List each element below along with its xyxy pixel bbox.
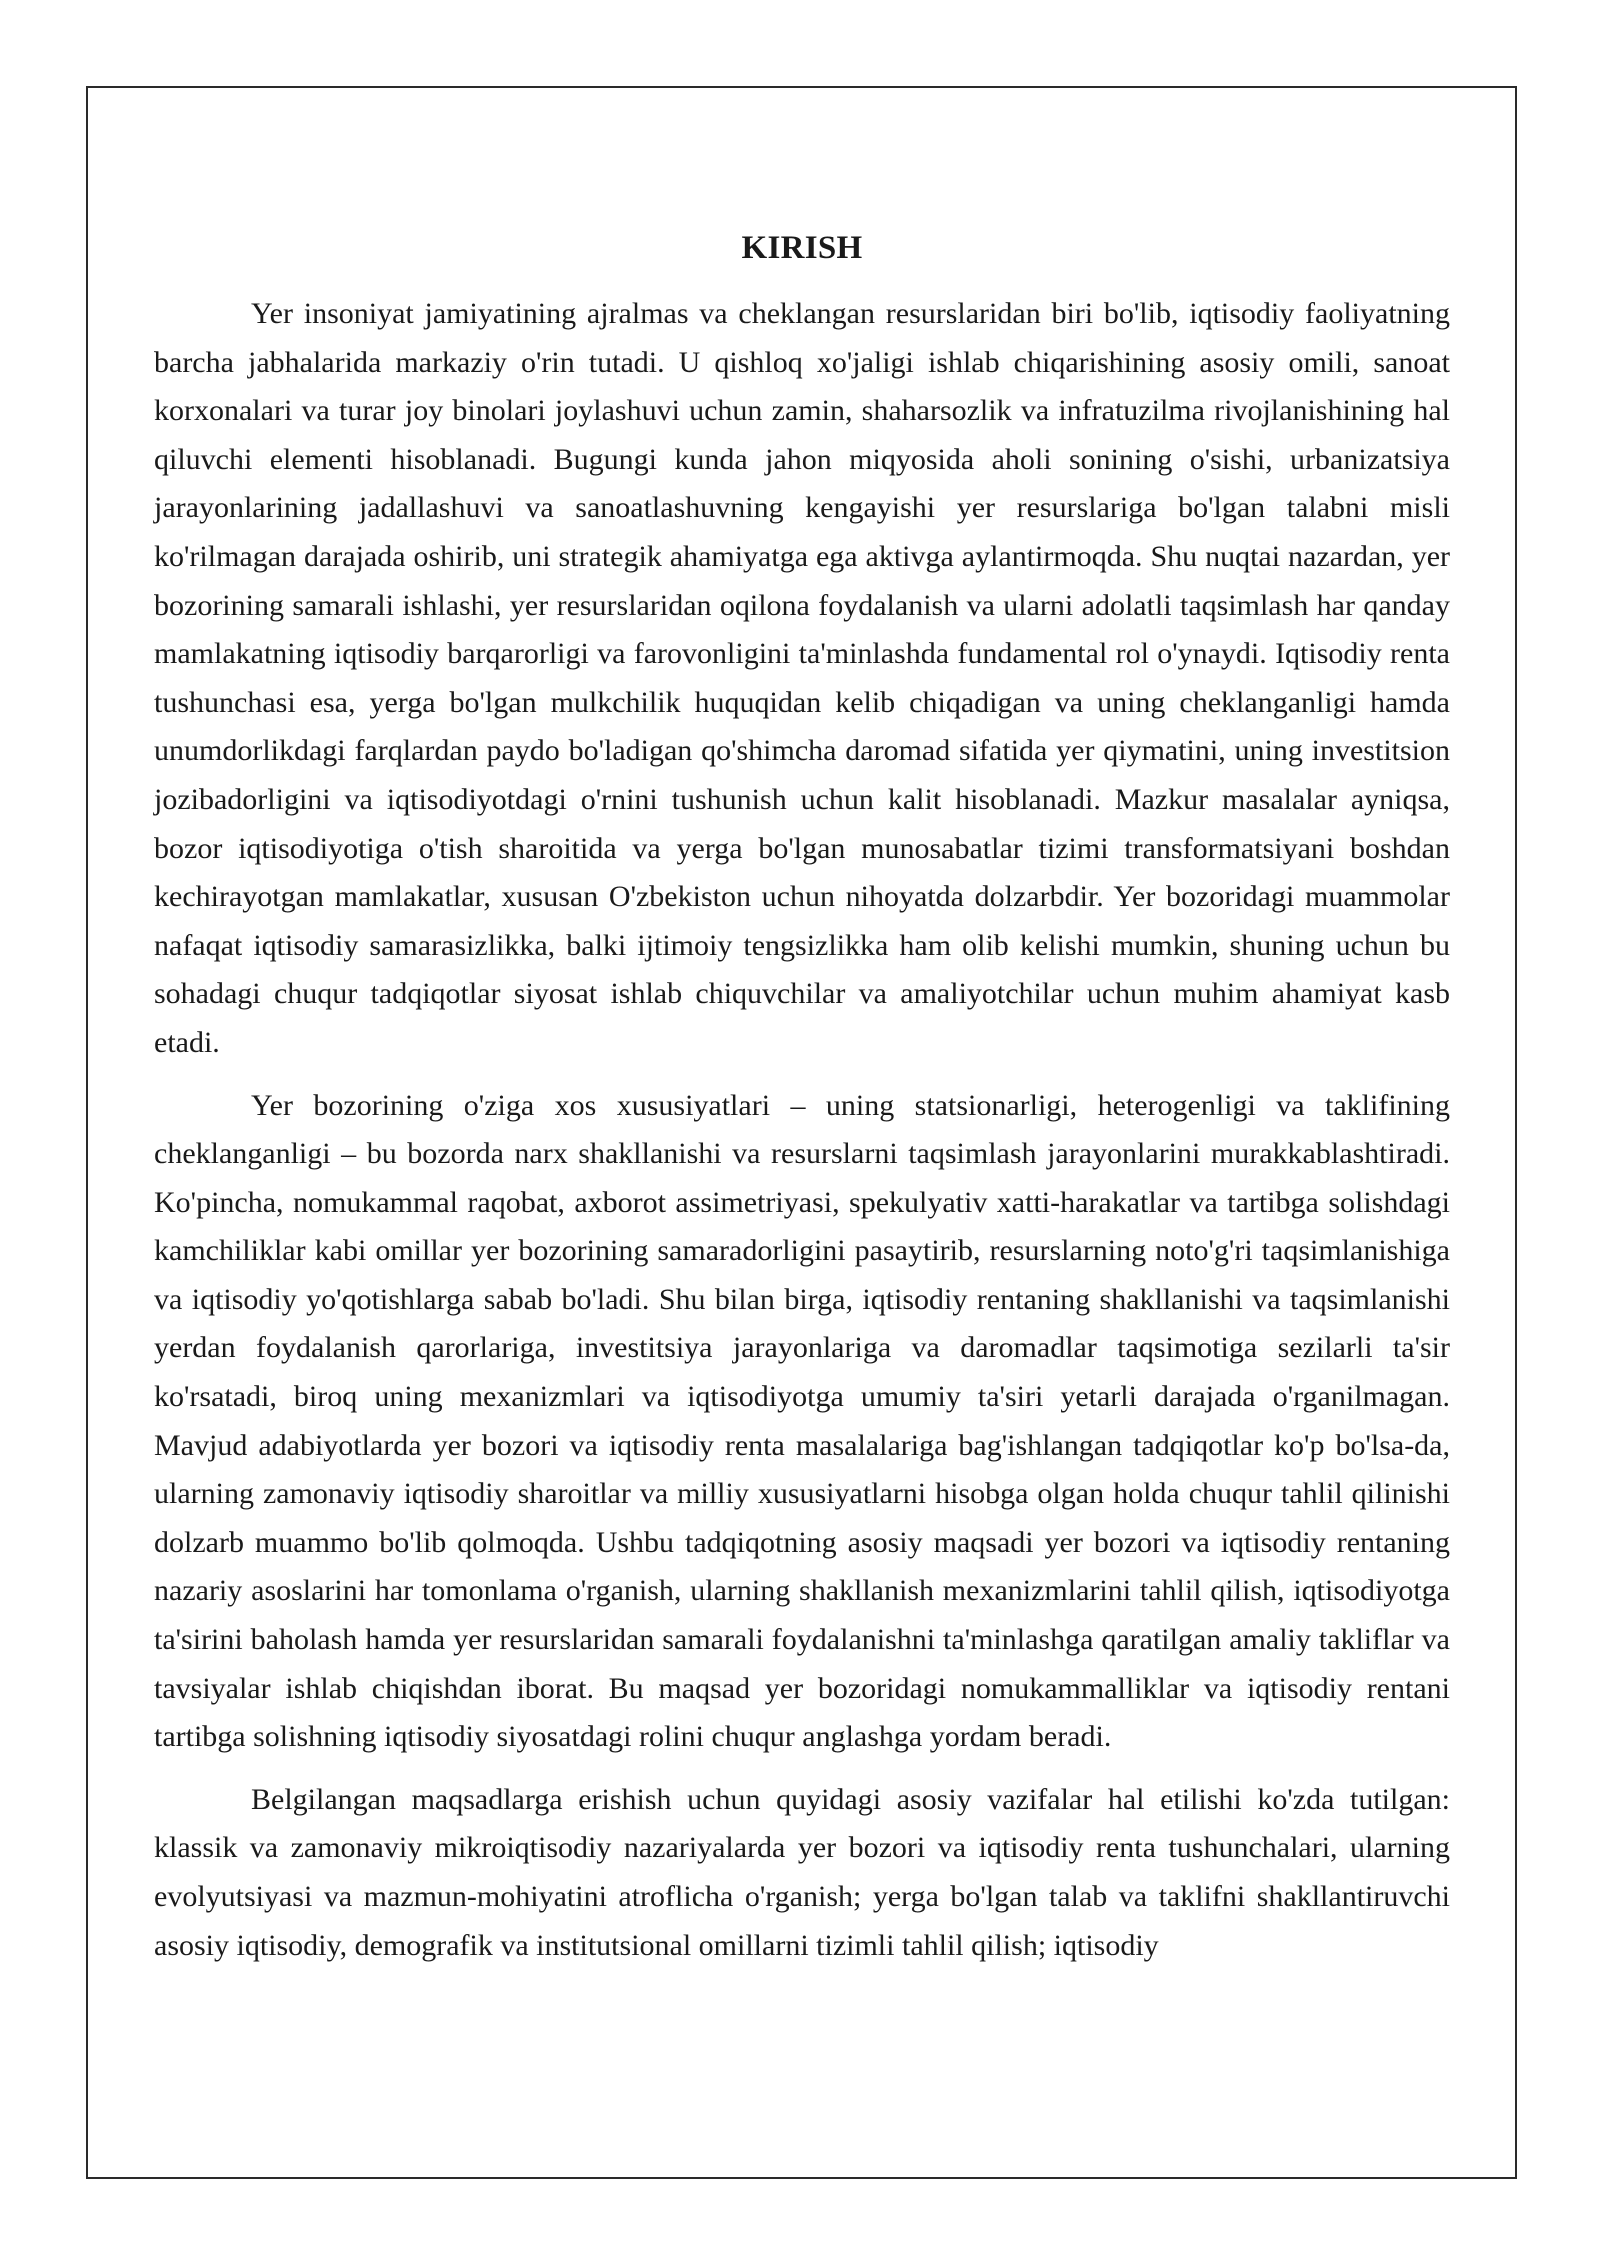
paragraph-3: Belgilangan maqsadlarga erishish uchun quyidagi asosiy vazifalar hal etilishi ko'zda tutilgan: klassik va zamonaviy mikroiqtisodiy nazariyalarda yer bozori va iqtisodiy renta tushunchalari, ularning evolyutsiyasi va mazmun-mohiyatini atroflicha o'rganish; yerga bo'lgan talab va taklifni shakllantiruvchi asosiy iqtisodiy, demografik va institutsional omillarni tizimli tahlil qilish; iqtisodiy bbox=[154, 1782, 1450, 1962]
document-title: KIRISH bbox=[741, 230, 863, 266]
paragraph-2: Yer bozorining o'ziga xos xususiyatlari – uning statsionarligi, heterogenligi va taklifining cheklanganligi – bu bozorda narx shakllanishi va resurslarni taqsimlash jarayonlarini murakkablashtiradi. Ko'pincha, nomukammal raqobat, axborot assimetriyasi, spekulyativ xatti-harakatlar va tartibga solishdagi kamchiliklar kabi omillar yer bozorining samaradorligini pasaytirib, resurslarning noto'g'ri taqsimlanishiga va iqtisodiy yo'qotishlarga sabab bo'ladi. Shu bilan birga, iqtisodiy rentaning shakllanishi va taqsimlanishi yerdan foydalanish qarorlariga, investitsiya jarayonlariga va daromadlar taqsimotiga sezilarli ta'sir ko'rsatadi, biroq uning mexanizmlari va iqtisodiyotga umumiy ta'siri yetarli darajada o'rganilmagan. Mavjud adabiyotlarda yer bozori va iqtisodiy renta masalalariga bag'ishlangan tadqiqotlar ko'p bo'lsa-da, ularning zamonaviy iqtisodiy sharoitlar va milliy xususiyatlarni hisobga olgan holda chuqur tahlil qilinishi dolzarb muammo bo'lib qolmoqda. Ushbu tadqiqotning asosiy maqsadi yer bozori va iqtisodiy rentaning nazariy asoslarini har tomonlama o'rganish, ularning shakllanish mexanizmlarini tahlil qilish, iqtisodiyotga ta'sirini baholash hamda yer resurslaridan samarali foydalanishni ta'minlashga qaratilgan amaliy takliflar va tavsiyalar ishlab chiqishdan iborat. Bu maqsad yer bozoridagi nomukammalliklar va iqtisodiy rentani tartibga solishning iqtisodiy siyosatdagi rolini chuqur anglashga yordam beradi. bbox=[154, 1088, 1450, 1754]
paragraph-1: Yer insoniyat jamiyatining ajralmas va cheklangan resurslaridan biri bo'lib, iqtisodiy faoliyatning barcha jabhalarida markaziy o'rin tutadi. U qishloq xo'jaligi ishlab chiqarishining asosiy omili, sanoat korxonalari va turar joy binolari joylashuvi uchun zamin, shaharsozlik va infratuzilma rivojlanishining hal qiluvchi elementi hisoblanadi. Bugungi kunda jahon miqyosida aholi sonining o'sishi, urbanizatsiya jarayonlarining jadallashuvi va sanoatlashuvning kengayishi yer resurslariga bo'lgan talabni misli ko'rilmagan darajada oshirib, uni strategik ahamiyatga ega aktivga aylantirmoqda. Shu nuqtai nazardan, yer bozorining samarali ishlashi, yer resurslaridan oqilona foydalanish va ularni adolatli taqsimlash har qanday mamlakatning iqtisodiy barqarorligi va farovonligini ta'minlashda fundamental rol o'ynaydi. Iqtisodiy renta tushunchasi esa, yerga bo'lgan mulkchilik huquqidan kelib chiqadigan va uning cheklanganligi hamda unumdorlikdagi farqlardan paydo bo'ladigan qo'shimcha daromad sifatida yer qiymatini, uning investitsion jozibadorligini va iqtisodiyotdagi o'rnini tushunish uchun kalit hisoblanadi. Mazkur masalalar ayniqsa, bozor iqtisodiyotiga o'tish sharoitida va yerga bo'lgan munosabatlar tizimi transformatsiyani boshdan kechirayotgan mamlakatlar, xususan O'zbekiston uchun nihoyatda dolzarbdir. Yer bozoridagi muammolar nafaqat iqtisodiy samarasizlikka, balki ijtimoiy tengsizlikka ham olib kelishi mumkin, shuning uchun bu sohadagi chuqur tadqiqotlar siyosat ishlab chiquvchilar va amaliyotchilar uchun muhim ahamiyat kasb etadi. bbox=[154, 297, 1450, 1059]
document-body bbox=[154, 224, 1450, 1984]
